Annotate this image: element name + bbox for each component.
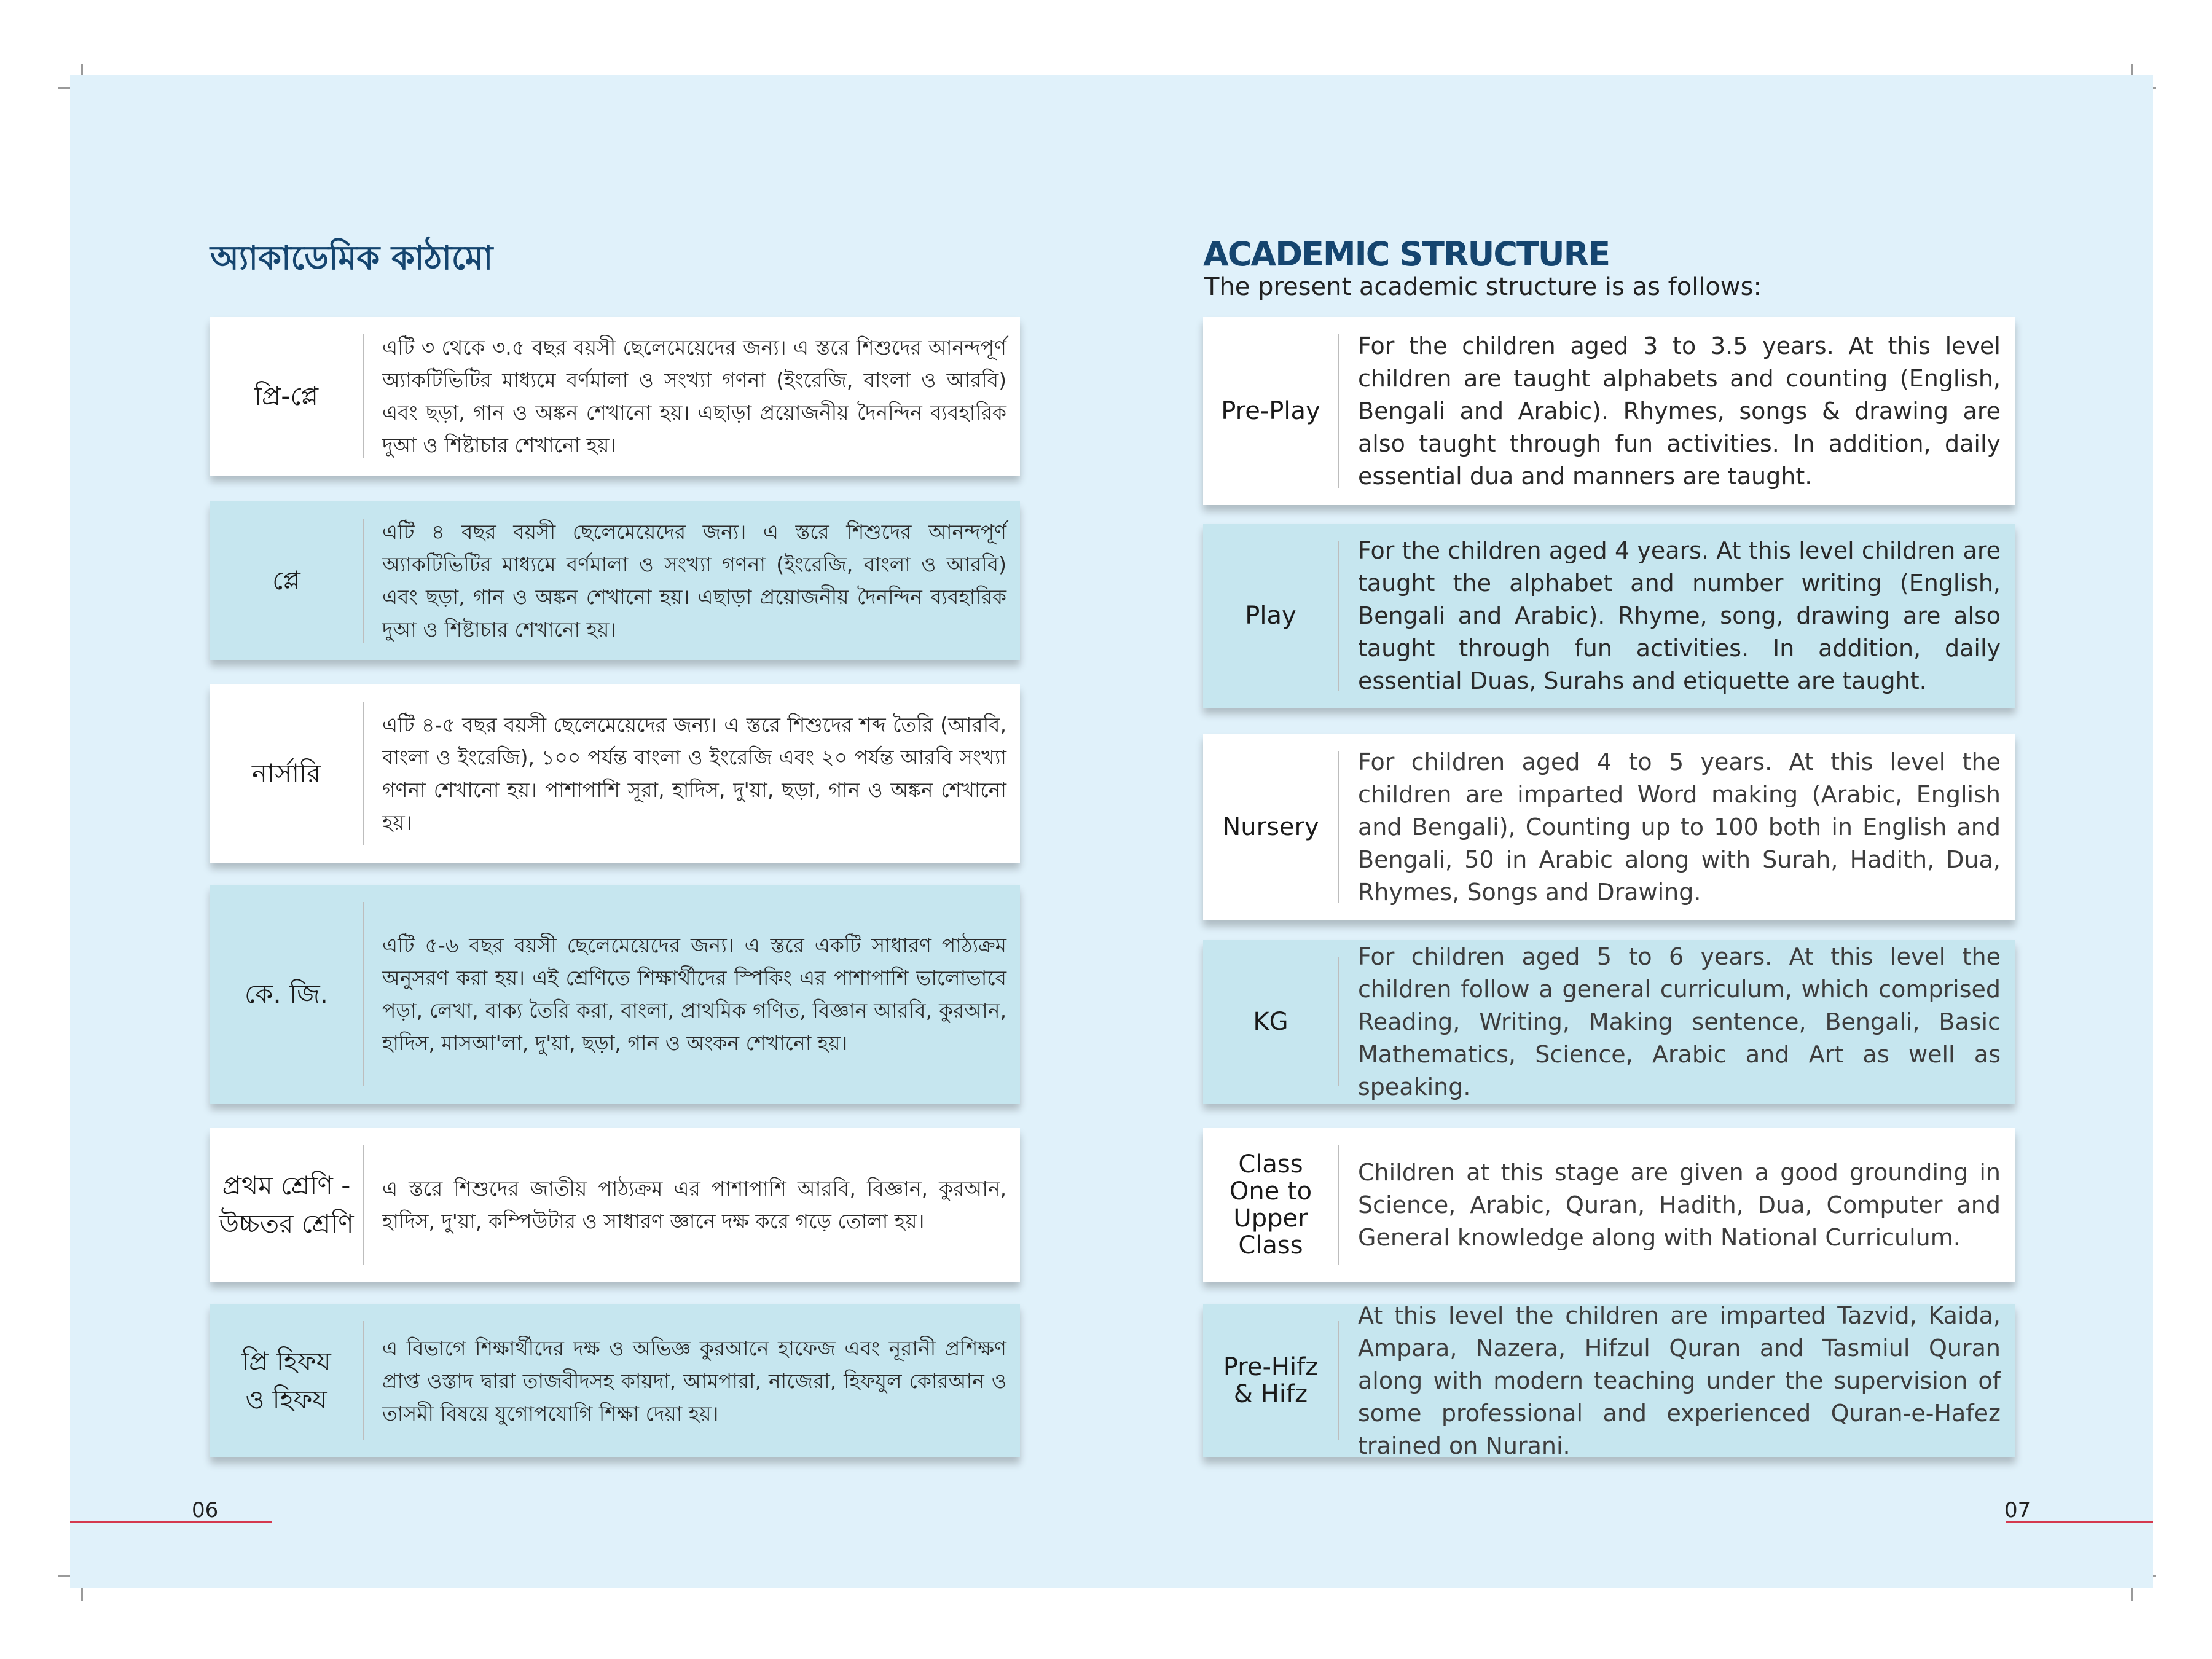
row-label: প্রি-প্লে bbox=[210, 334, 364, 458]
row-description: এ বিভাগে শিক্ষার্থীদের দক্ষ ও অভিজ্ঞ কুরআনে হাফেজ এবং নূরানী প্রশিক্ষণ প্রাপ্ত ওস্তাদ দ্বারা তাজবীদসহ কায়দা, আমপারা, নাজেরা, হিফযুল কোরআন ও তাসমী বিষয়ে যুগোপযোগি শিক্ষা দেয়া হয়। bbox=[382, 1336, 1006, 1426]
row-label: কে. জি. bbox=[210, 902, 364, 1086]
row-label: নার্সারি bbox=[210, 702, 364, 845]
english-row-nursery bbox=[1203, 734, 2015, 920]
row-label: Class One to Upper Class bbox=[1203, 1145, 1339, 1265]
row-description: For the children aged 3 to 3.5 years. At this level children are taught alphabets and counting (English, Bengali and Arabic). Rhymes, songs & drawing are also taught through fun activities. In addition, daily essential dua and manners are taught. bbox=[1358, 332, 2001, 490]
row-description: At this level the children are imparted Tazvid, Kaida, Ampara, Nazera, Hifzul Quran and Tasmiul Quran along with modern teaching under the supervision of some professional and experienced Quran-e-Hafez trained on Nurani. bbox=[1358, 1301, 2001, 1459]
english-row-pre-hifz-hifz bbox=[1203, 1301, 2015, 1459]
row-description: এটি ৪-৫ বছর বয়সী ছেলেমেয়েদের জন্য। এ স্তরে শিশুদের শব্দ তৈরি (আরবি, বাংলা ও ইংরেজি), ১০০ পর্যন্ত বাংলা ও ইংরেজি এবং ২০ পর্যন্ত আরবি সংখ্যা গণনা শেখানো হয়। পাশাপাশি সূরা, হাদিস, দু'য়া, ছড়া, গান ও অঙ্কন শেখানো হয়। bbox=[382, 713, 1006, 834]
bengali-row-pre-hifz-hifz bbox=[210, 1304, 1020, 1457]
row-label: প্রি হিফয ও হিফয bbox=[210, 1321, 364, 1440]
row-label: KG bbox=[1203, 957, 1339, 1086]
english-row-play bbox=[1203, 524, 2015, 708]
row-description: এ স্তরে শিশুদের জাতীয় পাঠ্যক্রম এর পাশাপাশি আরবি, বিজ্ঞান, কুরআন, হাদিস, দু'য়া, কম্পিউটার ও সাধারণ জ্ঞানে দক্ষ করে গড়ে তোলা হয়। bbox=[382, 1177, 1006, 1233]
row-description: For children aged 4 to 5 years. At this level the children are imparted Word making (Arabic, English and Bengali), Counting up to 100 both in English and Bengali, 50 in Arabic along with Surah, Hadith, Dua, Rhymes, Songs and Drawing. bbox=[1358, 748, 2001, 906]
row-label: Pre-Play bbox=[1203, 334, 1339, 488]
bengali-page-heading: অ্যাকাডেমিক কাঠামো bbox=[210, 238, 493, 277]
english-page-heading: ACADEMIC STRUCTURE bbox=[1203, 235, 1610, 273]
row-description: এটি ৩ থেকে ৩.৫ বছর বয়সী ছেলেমেয়েদের জন্য। এ স্তরে শিশুদের আনন্দপূর্ণ অ্যাকটিভিটির মাধ্যমে বর্ণমালা ও সংখ্যা গণনা (ইংরেজি, বাংলা ও আরবি) এবং ছড়া, গান ও অঙ্কন শেখানো হয়। এছাড়া প্রয়োজনীয় দৈনন্দিন ব্যবহারিক দুআ ও শিষ্টাচার শেখানো হয়। bbox=[382, 335, 1006, 457]
row-label: Nursery bbox=[1203, 751, 1339, 903]
bengali-row-play bbox=[210, 501, 1020, 660]
row-description: For children aged 5 to 6 years. At this level the children follow a general curriculum, which comprised Reading, Writing, Making sentence, Bengali, Basic Mathematics, Science, Arabic and Art as well as speaking. bbox=[1358, 943, 2001, 1100]
page-number-right: 07 bbox=[2004, 1498, 2031, 1523]
english-row-kg bbox=[1203, 940, 2015, 1104]
page-rule-left bbox=[70, 1521, 272, 1523]
bengali-row-class-one-upper bbox=[210, 1128, 1020, 1282]
row-label: প্লে bbox=[210, 519, 364, 643]
bengali-row-pre-play bbox=[210, 317, 1020, 476]
row-label: Play bbox=[1203, 541, 1339, 691]
page-number-left: 06 bbox=[192, 1498, 219, 1523]
english-row-pre-play bbox=[1203, 317, 2015, 505]
bengali-row-kg bbox=[210, 885, 1020, 1104]
row-description: এটি ৫-৬ বছর বয়সী ছেলেমেয়েদের জন্য। এ স্তরে একটি সাধারণ পাঠ্যক্রম অনুসরণ করা হয়। এই শ্রেণিতে শিক্ষার্থীদের স্পিকিং এর পাশাপাশি ভালোভাবে পড়া, লেখা, বাক্য তৈরি করা, বাংলা, প্রাথমিক গণিত, বিজ্ঞান আরবি, কুরআন, হাদিস, মাসআ'লা, দু'য়া, ছড়া, গান ও অংকন শেখানো হয়। bbox=[382, 933, 1006, 1055]
row-description: For the children aged 4 years. At this level children are taught the alphabet and number writing (English, Bengali and Arabic). Rhyme, song, drawing are also taught through fun activities. In addition, daily essential Duas, Surahs and etiquette are taught. bbox=[1358, 536, 2001, 694]
bengali-row-nursery bbox=[210, 684, 1020, 863]
english-page-subtitle: The present academic structure is as follows: bbox=[1204, 273, 1762, 301]
english-row-class-one-upper bbox=[1203, 1128, 2015, 1282]
row-label: Pre-Hifz & Hifz bbox=[1203, 1321, 1339, 1440]
row-label: প্রথম শ্রেণি - উচ্চতর শ্রেণি bbox=[210, 1145, 364, 1265]
row-description: Children at this stage are given a good grounding in Science, Arabic, Quran, Hadith, Dua, Computer and General knowledge along with National Curriculum. bbox=[1358, 1158, 2001, 1251]
row-description: এটি ৪ বছর বয়সী ছেলেমেয়েদের জন্য। এ স্তরে শিশুদের আনন্দপূর্ণ অ্যাকটিভিটির মাধ্যমে বর্ণমালা ও সংখ্যা গণনা (ইংরেজি, বাংলা ও আরবি) এবং ছড়া, গান ও অঙ্কন শেখানো হয়। এছাড়া প্রয়োজনীয় দৈনন্দিন ব্যবহারিক দুআ ও শিষ্টাচার শেখানো হয়। bbox=[382, 520, 1006, 641]
